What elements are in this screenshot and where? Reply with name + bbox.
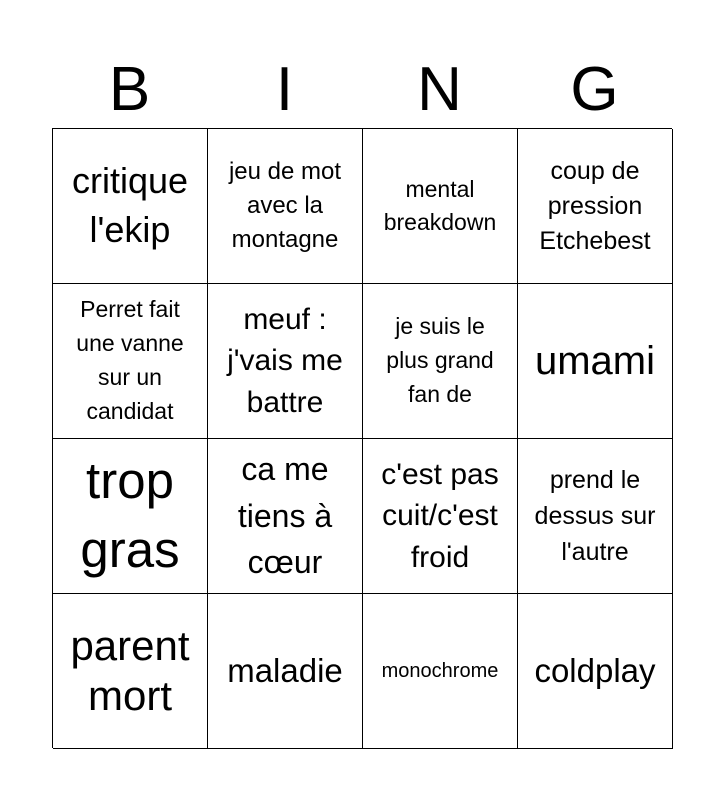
- bingo-cell[interactable]: [208, 284, 363, 439]
- bingo-cell[interactable]: [518, 594, 673, 749]
- bingo-cell[interactable]: [363, 594, 518, 749]
- cell-text: ca me tiens à cœur: [237, 451, 333, 581]
- bingo-cell[interactable]: [208, 439, 363, 594]
- cell-text: coldplay: [534, 651, 656, 689]
- bingo-cell[interactable]: [518, 284, 673, 439]
- bingo-cell[interactable]: [53, 284, 208, 439]
- bingo-cell[interactable]: [363, 284, 518, 439]
- cell-text: je suis le plus grand fan de: [386, 313, 494, 407]
- bingo-cell[interactable]: [208, 594, 363, 749]
- cell-text: mental breakdown: [383, 176, 497, 235]
- cell-text: monochrome: [381, 660, 499, 682]
- header-letter-g: G: [570, 55, 619, 124]
- bingo-cell[interactable]: [518, 129, 673, 284]
- bingo-cell[interactable]: [53, 439, 208, 594]
- bingo-cell[interactable]: [53, 594, 208, 749]
- bingo-board: [52, 128, 672, 748]
- bingo-cell[interactable]: [53, 129, 208, 284]
- cell-text: umami: [534, 339, 656, 383]
- cell-text: meuf : j'vais me battre: [227, 303, 343, 419]
- bingo-cell[interactable]: [518, 439, 673, 594]
- header-letter-i: I: [275, 55, 294, 124]
- cell-text: prend le dessus sur l'autre: [534, 465, 656, 567]
- bingo-cell[interactable]: [208, 129, 363, 284]
- cell-text: Perret fait une vanne sur un candidat: [76, 296, 184, 424]
- bingo-header: [52, 52, 672, 128]
- cell-text: maladie: [227, 651, 343, 689]
- bingo-cell[interactable]: [363, 129, 518, 284]
- cell-text: c'est pas cuit/c'est froid: [381, 458, 499, 574]
- cell-text: parent mort: [70, 621, 190, 719]
- bingo-cell[interactable]: [363, 439, 518, 594]
- cell-text: critique l'ekip: [71, 160, 189, 250]
- header-letter-b: B: [108, 55, 151, 124]
- cell-text: coup de pression Etchebest: [539, 156, 651, 255]
- header-letter-n: N: [417, 55, 462, 124]
- cell-text: jeu de mot avec la montagne: [228, 157, 342, 254]
- cell-text: trop gras: [80, 452, 180, 578]
